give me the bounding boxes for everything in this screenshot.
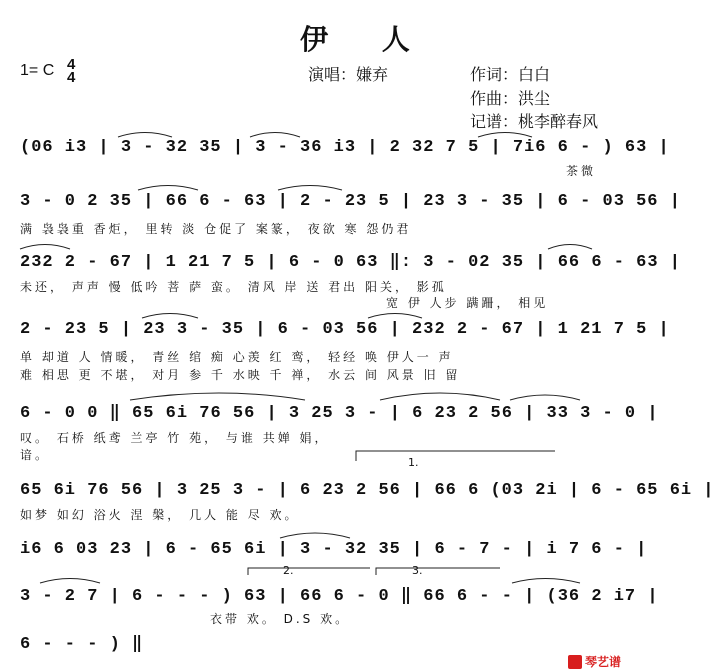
composer-credit: 作曲：洪尘 xyxy=(470,89,551,108)
score-row-8-notes: 3 - 2 7 | 6 - - - ) 63 | 66 6 - 0 ‖ 66 6 - - | (36 2 i7 | xyxy=(20,587,659,606)
score-row-6-lyric: 如梦 如幻 浴火 涅 槃， 几人 能 尽 欢。 xyxy=(20,508,300,522)
score-row-1-lyric: 茶微 xyxy=(566,164,597,178)
score-row-1-notes: (06 i3 | 3 - 32 35 | 3 - 36 i3 | 2 32 7 5 | 7i6 6 - ) 63 | xyxy=(20,138,670,157)
volta-label-3: 3. xyxy=(412,564,423,577)
score-row-5-notes: 6 - 0 0 ‖ 65 6i 76 56 | 3 25 3 - | 6 23 2 56 | 33 3 - 0 | xyxy=(20,404,659,423)
volta-label-2: 2. xyxy=(283,564,294,577)
site-logo xyxy=(568,651,621,670)
score-row-5-lyric-2: 谙。 xyxy=(20,448,51,462)
singer-credit: 演唱：嫌弃 xyxy=(308,65,389,84)
score-row-2-notes: 3 - 0 2 35 | 66 6 - 63 | 2 - 23 5 | 23 3 - 35 | 6 - 03 56 | xyxy=(20,192,681,211)
key-signature: 1= C xyxy=(20,62,55,79)
volta-label-1: 1. xyxy=(408,456,419,469)
score-row-3-notes: 232 2 - 67 | 1 21 7 5 | 6 - 0 63 ‖: 3 - 02 35 | 66 6 - 63 | xyxy=(20,253,681,272)
score-row-2-lyric: 满 袅袅重 香炬， 里转 淡 仓促了 案篆， 夜欲 寒 怨仍君 xyxy=(20,222,412,236)
score-row-3-lyric-2: 宽 伊 人步 蹒跚， 相见 xyxy=(386,296,549,310)
logo-text: 琴艺谱 xyxy=(585,655,622,669)
transcriber-credit: 记谱：桃李醉春风 xyxy=(470,112,599,131)
score-row-4-notes: 2 - 23 5 | 23 3 - 35 | 6 - 03 56 | 232 2 - 67 | 1 21 7 5 | xyxy=(20,320,670,339)
time-signature-bottom: 4 xyxy=(67,69,76,86)
music-note-icon xyxy=(568,655,582,669)
score-row-4-lyric-1: 单 却道 人 情暖， 青丝 绾 痴 心羡 红 鸾， 轻经 唤 伊人一 声 xyxy=(20,350,454,364)
score-row-3-lyric-1: 未还， 声声 慢 低吟 菩 萨 蛮。 清风 岸 送 君出 阳关， 影孤 xyxy=(20,280,447,294)
time-signature-top: 4 xyxy=(67,56,76,73)
lyricist-credit: 作词：白白 xyxy=(470,65,551,84)
score-row-8-lyric: 衣带 欢。 D.S 欢。 xyxy=(210,612,351,626)
score-row-6-notes: 65 6i 76 56 | 3 25 3 - | 6 23 2 56 | 66 6 (03 2i | 6 - 65 6i | xyxy=(20,481,715,500)
score-row-9-notes: 6 - - - ) ‖ xyxy=(20,635,144,654)
score-row-4-lyric-2: 难 相思 更 不堪， 对月 参 千 水映 千 禅， 水云 间 风景 旧 留 xyxy=(20,368,461,382)
score-row-5-lyric-1: 叹。 石桥 纸鸢 兰亭 竹 苑， 与谁 共婵 娟， xyxy=(20,431,330,445)
score-row-7-notes: i6 6 03 23 | 6 - 65 6i | 3 - 32 35 | 6 - 7 - | i 7 6 - | xyxy=(20,540,648,559)
song-title: 伊 人 xyxy=(300,23,432,56)
